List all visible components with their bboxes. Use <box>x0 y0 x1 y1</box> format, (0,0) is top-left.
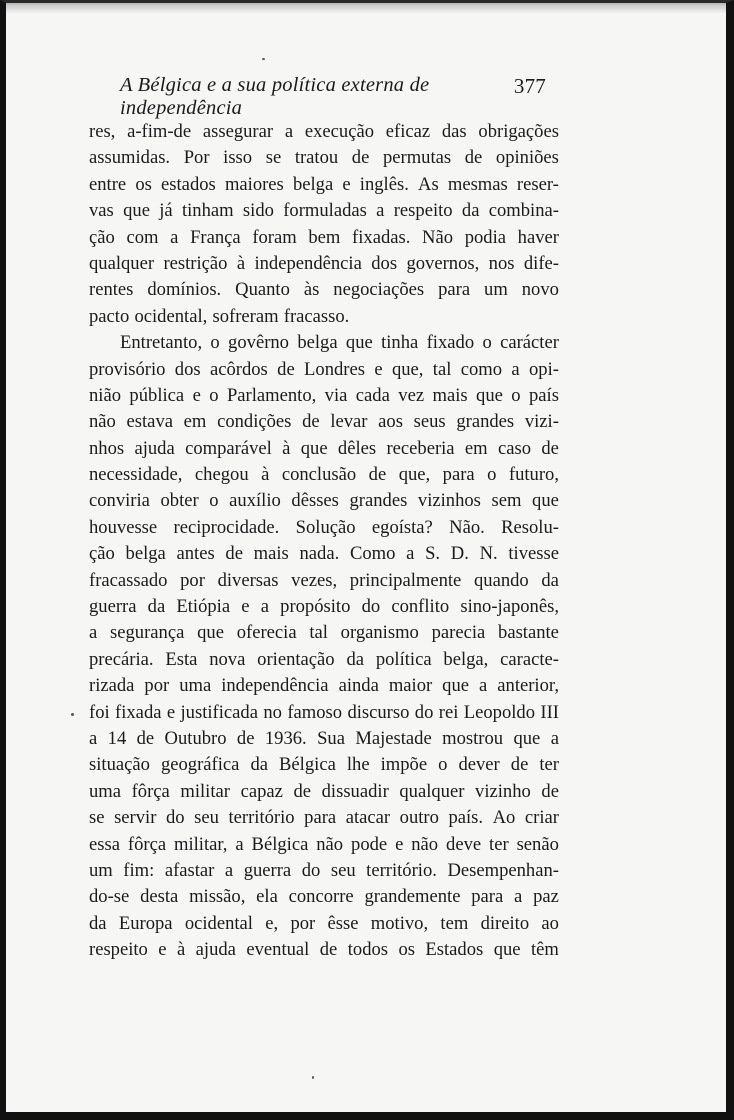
scan-speck <box>71 713 74 716</box>
page-number: 377 <box>513 74 546 98</box>
text-line: ção belga antes de mais nada. Como a S. D. N. tivesse <box>89 543 559 565</box>
text-line: um fim: afastar a guerra do seu território. Desempenhan- <box>89 859 559 881</box>
text-line: assumidas. Por isso se tratou de permutas de opiniões <box>89 147 559 169</box>
text-line: situação geográfica da Bélgica lhe impõe o dever de ter <box>89 754 559 776</box>
text-line: essa fôrça militar, a Bélgica não pode e não deve ter senão <box>89 833 559 855</box>
text-line: houvesse reciprocidade. Solução egoísta? Não. Resolu- <box>89 516 559 538</box>
text-line: pacto ocidental, sofreram fracasso. <box>89 305 350 327</box>
text-line: conviria obter o auxílio dêsses grandes vizinhos sem que <box>89 490 559 512</box>
text-line: da Europa ocidental e, por êsse motivo, tem direito ao <box>89 912 559 934</box>
text-line: se servir do seu território para atacar outro país. Ao criar <box>89 807 559 829</box>
scan-top-shadow <box>0 0 734 14</box>
text-line: nhos ajuda comparável à que dêles receberia em caso de <box>89 437 559 459</box>
text-line: vas que já tinham sido formuladas a respeito da combina- <box>89 200 559 222</box>
text-line: rizada por uma independência ainda maior que a anterior, <box>89 675 559 697</box>
scan-speck <box>312 1076 314 1079</box>
text-line: foi fixada e justificada no famoso discurso do rei Leopoldo III <box>89 701 559 723</box>
text-line: entre os estados maiores belga e inglês. As mesmas reser- <box>89 173 559 195</box>
text-line: necessidade, chegou à conclusão de que, para o futuro, <box>89 464 559 486</box>
text-line: qualquer restrição à independência dos governos, nos dife- <box>89 252 559 274</box>
text-line: res, a-fim-de assegurar a execução eficaz das obrigações <box>89 121 559 142</box>
text-line: guerra da Etiópia e a propósito do conflito sino-japonês, <box>89 596 559 618</box>
text-line: do-se desta missão, ela concorre grandemente para a paz <box>89 886 559 908</box>
running-title: A Bélgica e a sua política externa de independência <box>120 74 430 119</box>
text-line: a 14 de Outubro de 1936. Sua Majestade mostrou que a <box>89 727 559 749</box>
body-text <box>89 119 559 964</box>
text-line: precária. Esta nova orientação da política belga, caracte- <box>89 648 559 670</box>
scan-speck <box>262 58 265 60</box>
text-line: ção com a França foram bem fixadas. Não podia haver <box>89 226 559 248</box>
text-line: fracassado por diversas vezes, principalmente quando da <box>89 569 559 591</box>
page-header <box>120 74 546 119</box>
text-line: não estava em condições de levar aos seus grandes vizi- <box>89 411 559 433</box>
text-line: respeito e à ajuda eventual de todos os Estados que têm <box>89 939 559 961</box>
text-line: rentes domínios. Quanto às negociações para um novo <box>89 279 559 301</box>
text-line: uma fôrça militar capaz de dissuadir qualquer vizinho de <box>89 780 559 802</box>
text-line: Entretanto, o govêrno belga que tinha fixado o carácter <box>120 332 559 354</box>
text-line: a segurança que oferecia tal organismo parecia bastante <box>89 622 559 644</box>
text-line: nião pública e o Parlamento, via cada vez mais que o país <box>89 384 559 406</box>
text-line: provisório dos acôrdos de Londres e que, tal como a opi- <box>89 358 559 380</box>
